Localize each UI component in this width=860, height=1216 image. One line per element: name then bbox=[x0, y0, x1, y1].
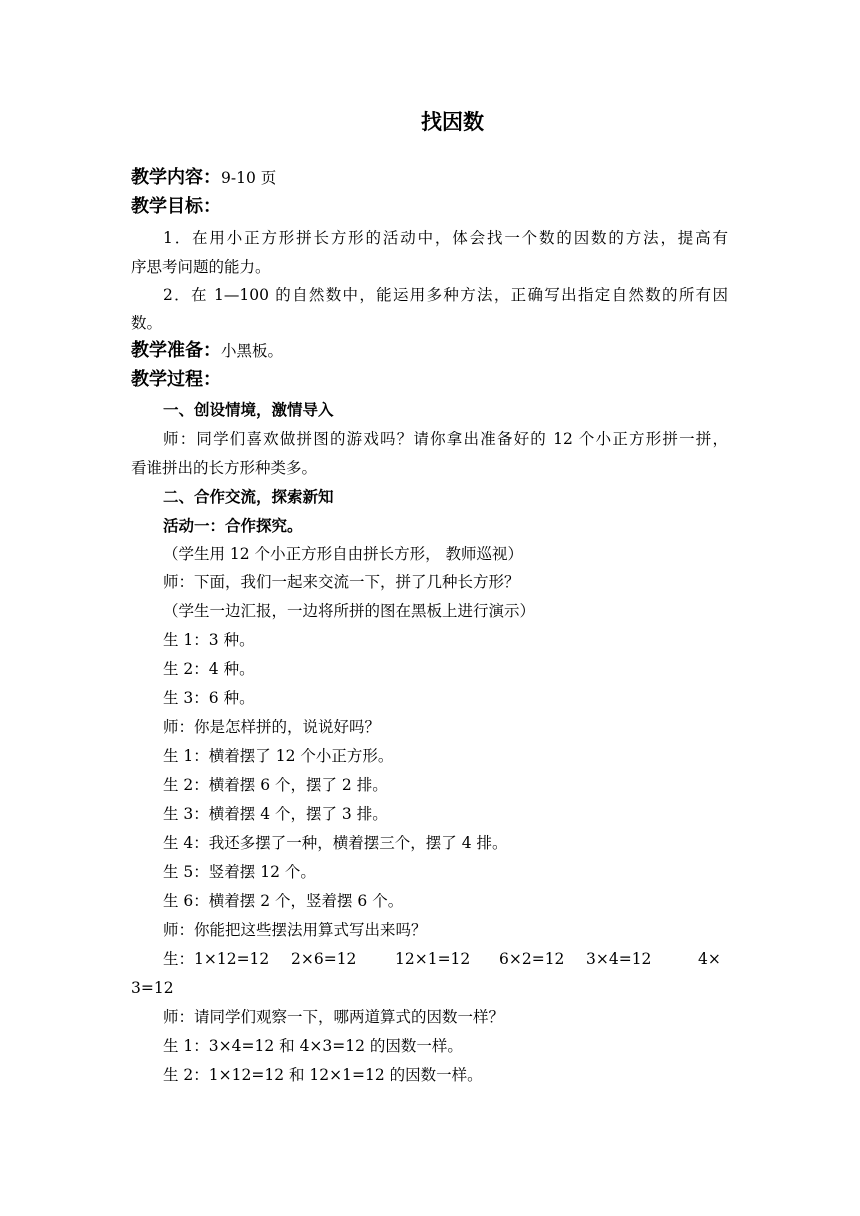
prep-line bbox=[131, 340, 283, 362]
prep-value: 小黑板。 bbox=[221, 342, 284, 360]
student-line: 生 3：横着摆 4 个，摆了 3 排。 bbox=[163, 805, 388, 823]
goal-1-line-1: 1．在用小正方形拼长方形的活动中，体会找一个数的因数的方法，提高有 bbox=[163, 229, 728, 247]
student-line: 生 5：竖着摆 12 个。 bbox=[163, 863, 316, 881]
teacher-line-3: 师：你是怎样拼的，说说好吗？ bbox=[163, 718, 381, 736]
process-label: 教学过程： bbox=[131, 369, 221, 390]
goal-2-line-1: 2．在 1—100 的自然数中，能运用多种方法，正确写出指定自然数的所有因 bbox=[163, 286, 728, 304]
student-line: 生 1：3×4=12 和 4×3=12 的因数一样。 bbox=[163, 1037, 463, 1055]
student-line: 生 1：横着摆了 12 个小正方形。 bbox=[163, 747, 394, 765]
student-line: 生 2：1×12=12 和 12×1=12 的因数一样。 bbox=[163, 1066, 483, 1084]
equation: 2×6=12 bbox=[291, 950, 357, 968]
equation: 12×1=12 bbox=[395, 950, 471, 968]
note-1: （学生用 12 个小正方形自由拼长方形， 教师巡视） bbox=[163, 545, 524, 563]
content-line bbox=[131, 167, 276, 189]
student-line: 生 2：4 种。 bbox=[163, 660, 255, 678]
teacher-line-1b: 看谁拼出的长方形种类多。 bbox=[131, 459, 318, 477]
equation: 生：1×12=12 bbox=[163, 950, 270, 968]
section-2-heading: 二、合作交流，探索新知 bbox=[163, 488, 334, 506]
goal-2-line-2: 数。 bbox=[131, 314, 163, 332]
teacher-line-1a: 师：同学们喜欢做拼图的游戏吗？请你拿出准备好的 12 个小正方形拼一拼， bbox=[163, 430, 728, 448]
content-label: 教学内容： bbox=[131, 167, 221, 188]
teacher-line-5: 师：请同学们观察一下，哪两道算式的因数一样？ bbox=[163, 1008, 505, 1026]
equations-line bbox=[163, 948, 721, 970]
prep-label: 教学准备： bbox=[131, 340, 221, 361]
equation: 6×2=12 bbox=[499, 950, 565, 968]
equations-line-wrap: 3=12 bbox=[131, 979, 174, 997]
student-line: 生 4：我还多摆了一种，横着摆三个，摆了 4 排。 bbox=[163, 834, 508, 852]
student-line: 生 2：横着摆 6 个，摆了 2 排。 bbox=[163, 776, 388, 794]
note-2: （学生一边汇报，一边将所拼的图在黑板上进行演示） bbox=[163, 602, 536, 620]
goals-label: 教学目标： bbox=[131, 196, 221, 217]
section-1-heading: 一、创设情境，激情导入 bbox=[163, 401, 334, 419]
goal-1-line-2: 序思考问题的能力。 bbox=[131, 258, 271, 276]
document-title: 找因数 bbox=[421, 110, 484, 134]
equation: 4× bbox=[698, 950, 721, 968]
student-line: 生 3：6 种。 bbox=[163, 689, 255, 707]
activity-1-heading: 活动一：合作探究。 bbox=[163, 517, 303, 535]
student-line: 生 6：横着摆 2 个，竖着摆 6 个。 bbox=[163, 892, 404, 910]
student-line: 生 1：3 种。 bbox=[163, 631, 255, 649]
teacher-line-2: 师：下面，我们一起来交流一下，拼了几种长方形？ bbox=[163, 573, 520, 591]
content-value: 9-10 页 bbox=[221, 169, 277, 187]
equation: 3×4=12 bbox=[586, 950, 652, 968]
teacher-line-4: 师：你能把这些摆法用算式写出来吗？ bbox=[163, 921, 427, 939]
